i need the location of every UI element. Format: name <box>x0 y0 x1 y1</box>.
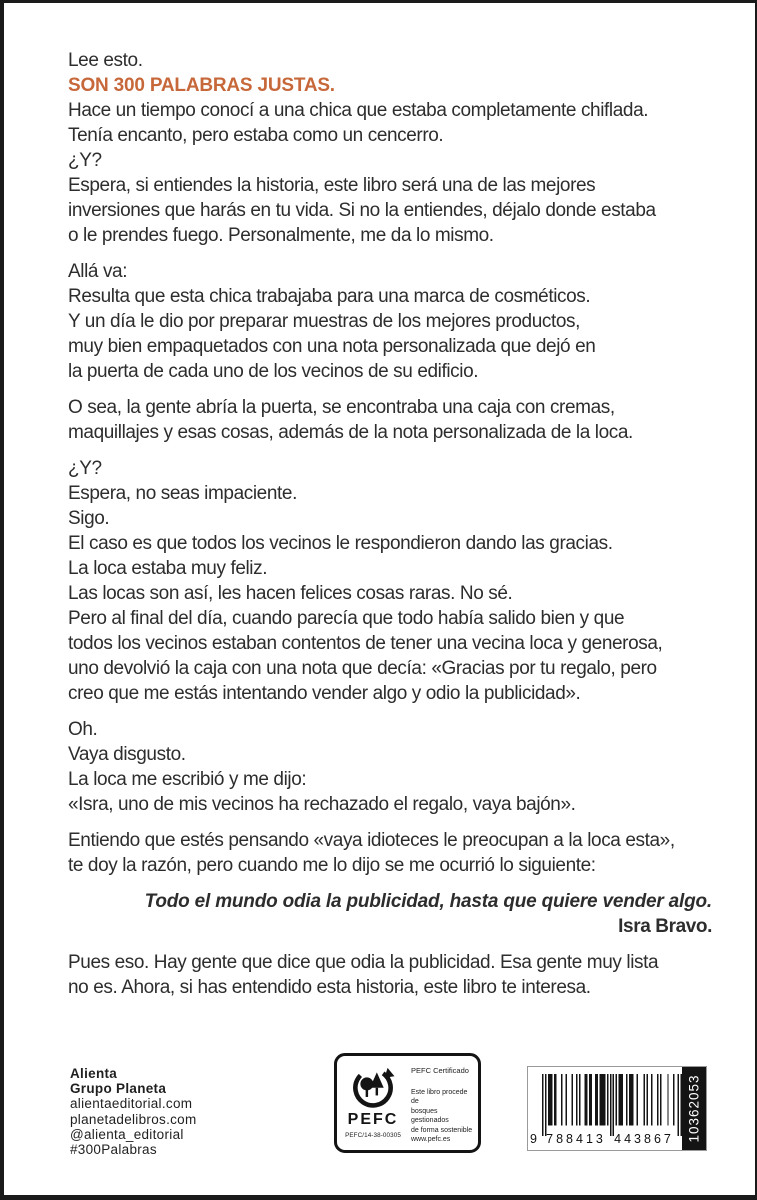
barcode-digit-group: 443867 <box>614 1132 674 1146</box>
paragraph <box>68 456 712 706</box>
imprint-line: Alienta <box>70 1066 118 1081</box>
text-line: Entiendo que estés pensando «vaya idioteces le preocupan a la loca esta», <box>68 830 675 851</box>
pefc-body-line: bosques gestionados <box>411 1107 449 1124</box>
text-line: maquillajes y esas cosas, además de la nota personalizada de la loca. <box>68 422 633 443</box>
text-line: Tenía encanto, pero estaba como un cencerro. <box>68 125 444 146</box>
publisher-imprint <box>70 1066 197 1157</box>
text-line: SON 300 PALABRAS JUSTAS. <box>68 75 335 96</box>
text-line: todos los vecinos estaban contentos de tener una vecina loca y generosa, <box>68 633 663 654</box>
imprint-line: planetadelibros.com <box>70 1111 197 1127</box>
text-line: Oh. <box>68 719 98 740</box>
text-line: La loca estaba muy feliz. <box>68 558 268 579</box>
pefc-url: www.pefc.es <box>411 1136 451 1143</box>
pefc-trees-icon <box>350 1064 396 1110</box>
text-line: uno devolvió la caja con una nota que decía: «Gracias por tu regalo, pero <box>68 658 657 679</box>
text-line: ¿Y? <box>68 458 102 479</box>
text-line: Espera, si entiendes la historia, este libro será una de las mejores <box>68 175 596 196</box>
paragraph <box>68 828 712 878</box>
text-line: Vaya disgusto. <box>68 744 186 765</box>
imprint-line: @alienta_editorial <box>70 1126 184 1142</box>
isbn-barcode <box>527 1066 707 1151</box>
text-line: Todo el mundo odia la publicidad, hasta que quiere vender algo. <box>144 891 712 912</box>
text-line: Isra Bravo. <box>618 916 712 937</box>
text-line: creo que me estás intentando vender algo y odio la publicidad». <box>68 683 581 704</box>
text-line: Espera, no seas impaciente. <box>68 483 297 504</box>
pefc-body-line: Este libro procede de <box>411 1088 468 1105</box>
back-cover-text <box>68 48 712 1000</box>
text-line: Pues eso. Hay gente que dice que odia la publicidad. Esa gente muy lista <box>68 952 659 973</box>
accent-heading <box>68 73 712 98</box>
barcode-digit-group: 788413 <box>546 1132 606 1146</box>
text-line: inversiones que harás en tu vida. Si no la entiendes, déjalo donde estaba <box>68 200 656 221</box>
text-line: O sea, la gente abría la puerta, se encontraba una caja con cremas, <box>68 397 615 418</box>
barcode-side-code: 10362053 <box>686 1074 702 1143</box>
imprint-line: #300Palabras <box>70 1142 157 1158</box>
text-line: o le prendes fuego. Personalmente, me da lo mismo. <box>68 225 494 246</box>
barcode-bars <box>542 1074 682 1136</box>
pefc-right-column <box>409 1056 478 1150</box>
paragraph <box>68 259 712 384</box>
pefc-certificate-number: PEFC/14-38-00305 <box>345 1132 401 1139</box>
text-line: muy bien empaquetados con una nota personalizada que dejó en <box>68 336 596 357</box>
text-line: ¿Y? <box>68 150 102 171</box>
text-line: «Isra, uno de mis vecinos ha rechazado el regalo, vaya bajón». <box>68 794 576 815</box>
paragraph <box>68 48 712 73</box>
text-line: Pero al final del día, cuando parecía que todo había salido bien y que <box>68 608 625 629</box>
text-line: Hace un tiempo conocí a una chica que estaba completamente chiflada. <box>68 100 649 121</box>
paragraph <box>68 98 712 248</box>
pull-quote <box>68 889 712 914</box>
text-line: la puerta de cada uno de los vecinos de su edificio. <box>68 361 479 382</box>
quote-author <box>68 914 712 939</box>
barcode-side-code-box <box>682 1067 706 1150</box>
text-line: Las locas son así, les hacen felices cosas raras. No sé. <box>68 583 513 604</box>
barcode-digit-first: 9 <box>530 1132 537 1146</box>
pefc-certification-box <box>334 1053 481 1153</box>
text-line: El caso es que todos los vecinos le respondieron dando las gracias. <box>68 533 613 554</box>
pefc-wordmark: PEFC <box>347 1111 399 1128</box>
pefc-body-line: de forma sostenible <box>411 1126 473 1134</box>
text-line: Allá va: <box>68 261 128 282</box>
text-line: La loca me escribió y me dijo: <box>68 769 307 790</box>
text-line: Lee esto. <box>68 50 143 71</box>
pefc-title: PEFC Certificado <box>411 1066 469 1075</box>
imprint-line: alientaeditorial.com <box>70 1096 193 1112</box>
pefc-left-column <box>337 1056 409 1150</box>
imprint-line: Grupo Planeta <box>70 1081 167 1097</box>
paragraph <box>68 717 712 817</box>
text-line: Resulta que esta chica trabajaba para una marca de cosméticos. <box>68 286 591 307</box>
text-line: Sigo. <box>68 508 110 529</box>
paragraph <box>68 950 712 1000</box>
paragraph <box>68 395 712 445</box>
barcode-digits <box>530 1132 678 1146</box>
text-line: Y un día le dio por preparar muestras de los mejores productos, <box>68 311 581 332</box>
text-line: no es. Ahora, si has entendido esta historia, este libro te interesa. <box>68 977 591 998</box>
barcode-bars-area <box>528 1067 682 1150</box>
text-line: te doy la razón, pero cuando me lo dijo se me ocurrió lo siguiente: <box>68 855 596 876</box>
